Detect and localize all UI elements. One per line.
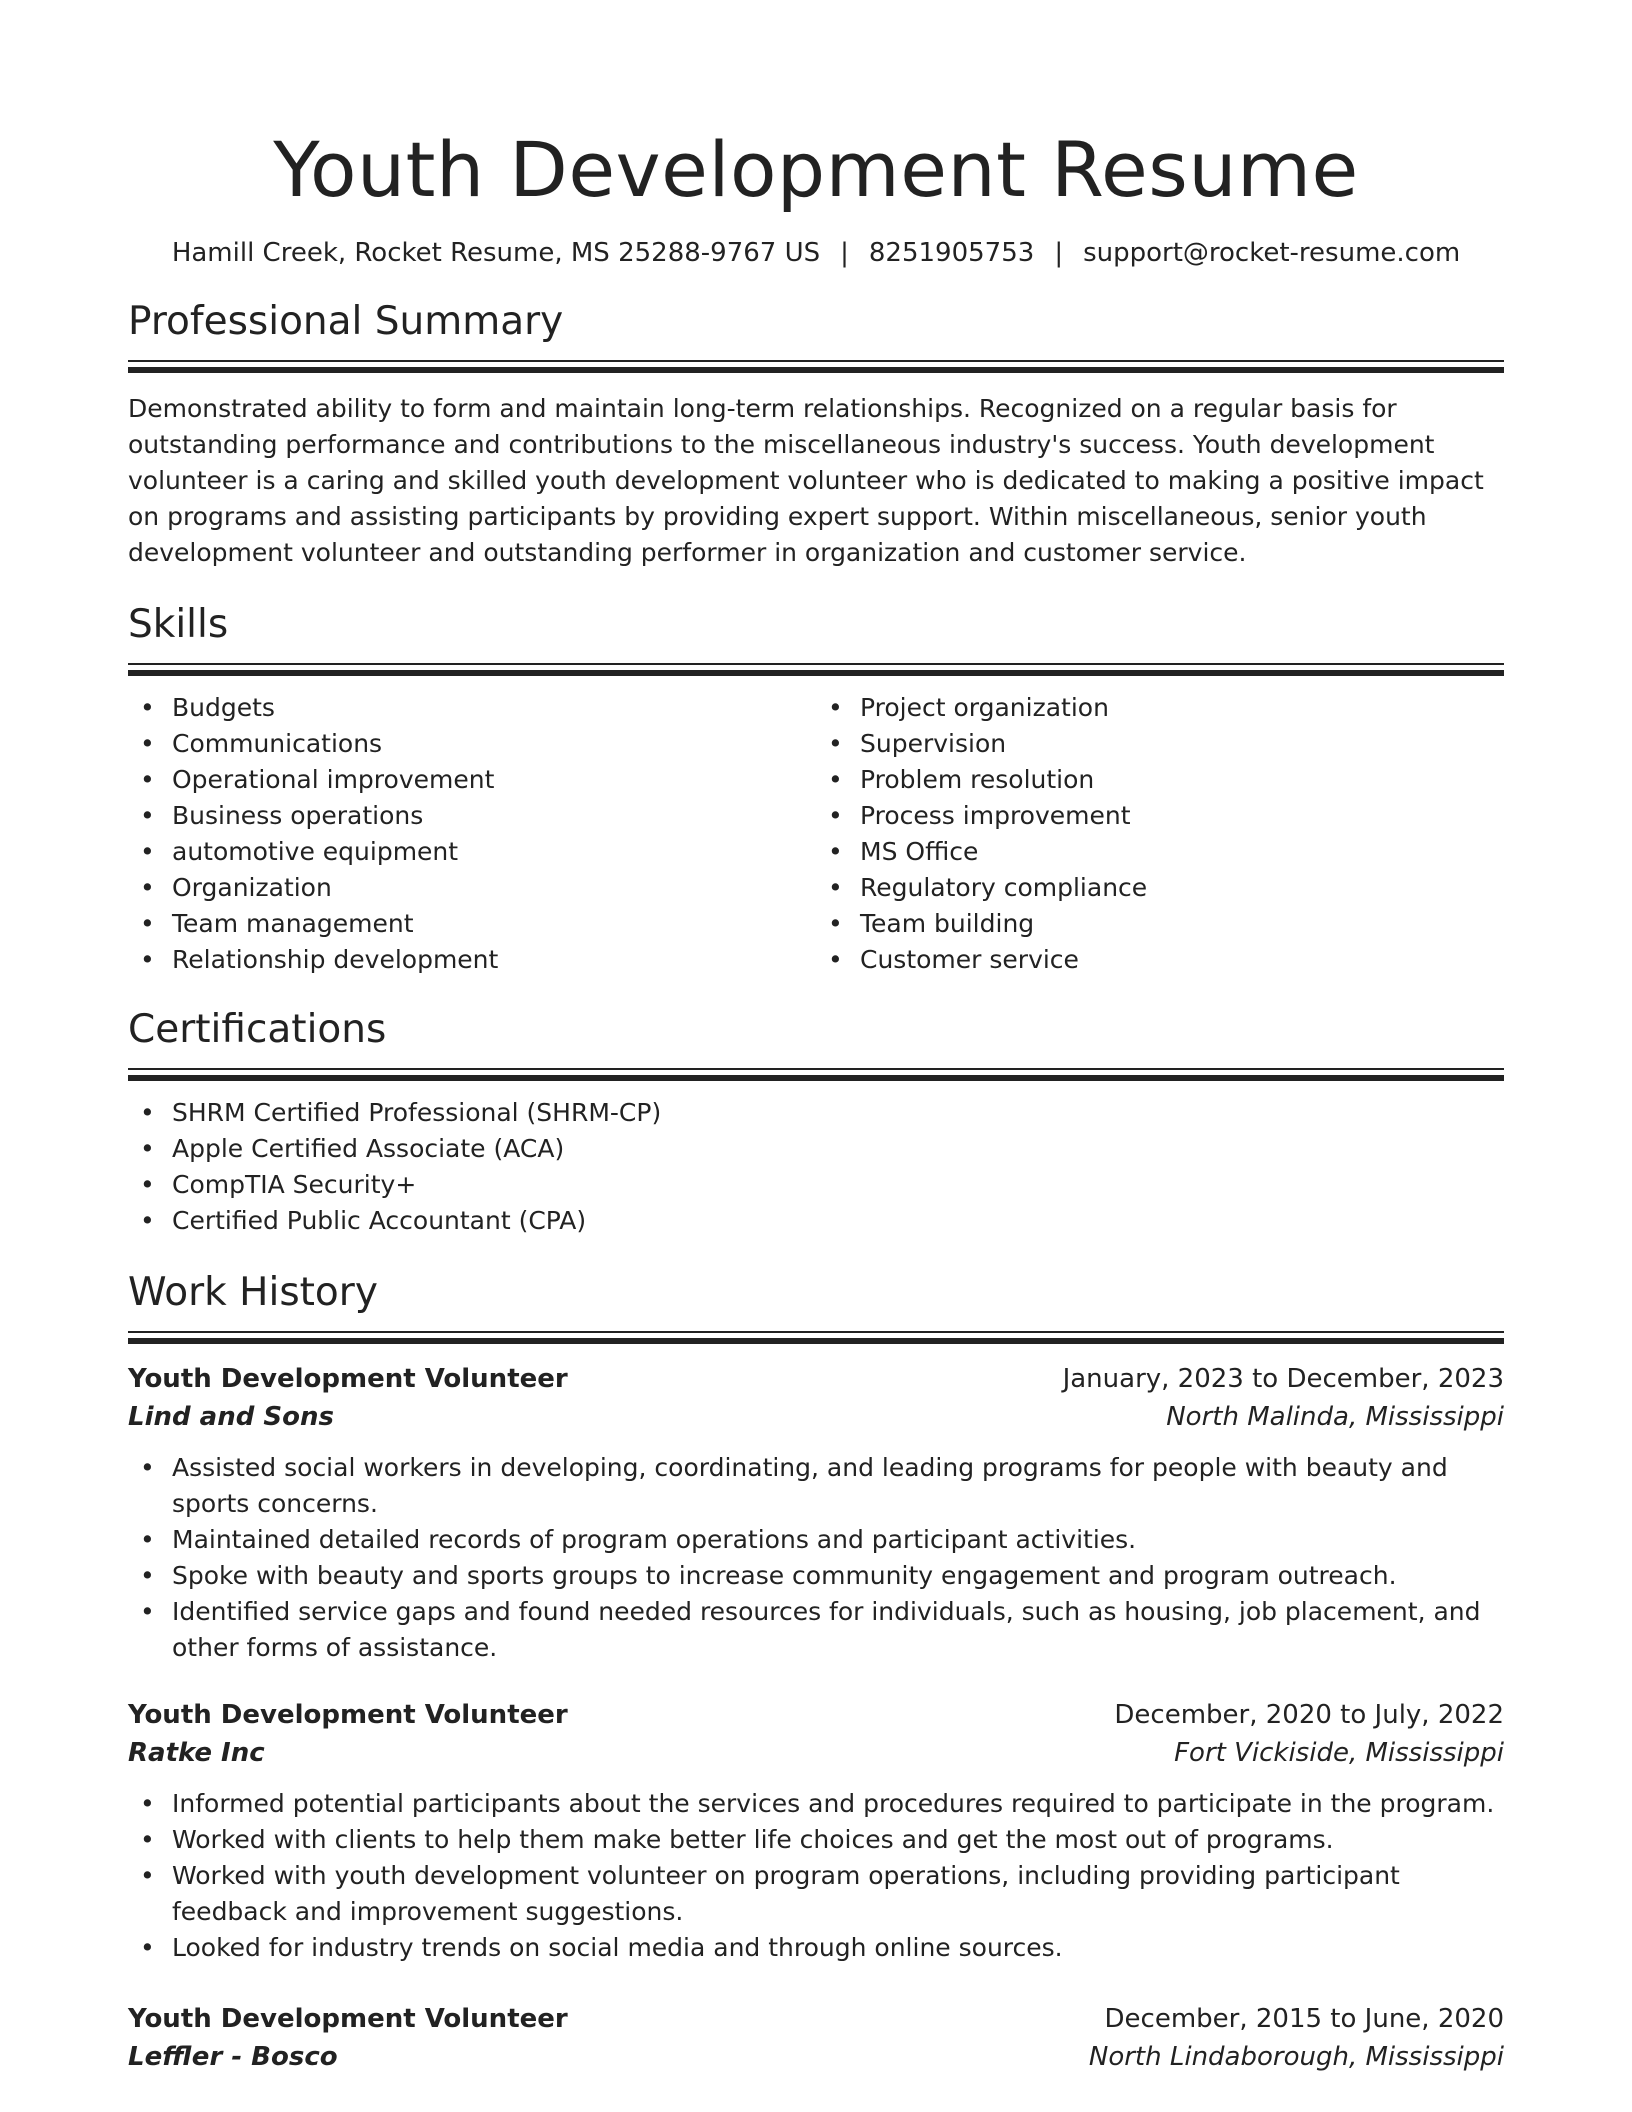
skill-item: • Budgets — [128, 690, 816, 726]
job-dates: December, 2020 to July, 2022 — [1114, 1700, 1504, 1730]
job-subheader — [128, 1398, 1504, 1436]
job-bullet: • Maintained detailed records of program operations and participant activities. — [128, 1522, 1504, 1558]
section-heading: Work History — [128, 1270, 378, 1315]
section-divider — [128, 1068, 1504, 1081]
skill-item: • MS Office — [816, 834, 1504, 870]
job-header — [128, 1360, 1504, 1398]
certification-item: • Certified Public Accountant (CPA) — [128, 1203, 1504, 1239]
contact-address: Hamill Creek, Rocket Resume, MS 25288-9767 US — [171, 238, 821, 268]
skills-columns — [128, 690, 1504, 978]
skill-item: • Supervision — [816, 726, 1504, 762]
job-bullet: • Worked with clients to help them make better life choices and get the most out of programs. — [128, 1822, 1504, 1858]
job-bullet: • Assisted social workers in developing, coordinating, and leading programs for people with beauty and sports concerns. — [128, 1450, 1504, 1522]
job-dates: January, 2023 to December, 2023 — [1062, 1364, 1504, 1394]
section-divider — [128, 1331, 1504, 1344]
job-header — [128, 1696, 1504, 1734]
skill-item: • Regulatory compliance — [816, 870, 1504, 906]
skill-item: • Relationship development — [128, 942, 816, 978]
skill-item: • Project organization — [816, 690, 1504, 726]
job-dates: December, 2015 to June, 2020 — [1104, 2004, 1504, 2034]
skill-item: • automotive equipment — [128, 834, 816, 870]
skill-item: • Communications — [128, 726, 816, 762]
section-heading: Professional Summary — [128, 299, 564, 344]
job-entry — [128, 1696, 1504, 1966]
skill-item: • Operational improvement — [128, 762, 816, 798]
job-location: North Malinda, Mississippi — [1166, 1402, 1504, 1432]
job-bullet: • Looked for industry trends on social media and through online sources. — [128, 1930, 1504, 1966]
job-entry — [128, 1360, 1504, 1666]
job-subheader — [128, 1734, 1504, 1772]
contact-phone: 8251905753 — [868, 238, 1035, 268]
skills-section — [128, 601, 1504, 978]
skill-item: • Customer service — [816, 942, 1504, 978]
page-title: Youth Development Resume — [273, 125, 1359, 214]
job-subheader — [128, 2038, 1504, 2076]
skills-list-left — [128, 690, 816, 978]
job-location: Fort Vickiside, Mississippi — [1174, 1738, 1504, 1768]
job-bullet: • Worked with youth development volunteer on program operations, including providing participant feedback and improvement suggestions. — [128, 1858, 1504, 1930]
contact-email: support@rocket-resume.com — [1083, 238, 1461, 268]
certification-item: • Apple Certified Associate (ACA) — [128, 1131, 1504, 1167]
skill-item: • Process improvement — [816, 798, 1504, 834]
job-bullets — [128, 1450, 1504, 1666]
certification-item: • SHRM Certified Professional (SHRM-CP) — [128, 1095, 1504, 1131]
summary-section — [128, 298, 1504, 571]
section-divider — [128, 360, 1504, 373]
certifications-section — [128, 1006, 1504, 1239]
skill-item: • Team building — [816, 906, 1504, 942]
job-bullets — [128, 1786, 1504, 1966]
job-title: Youth Development Volunteer — [128, 1364, 568, 1394]
contact-separator: | — [840, 238, 849, 268]
job-title: Youth Development Volunteer — [128, 2004, 568, 2034]
skills-list-right — [816, 690, 1504, 978]
job-location: North Lindaborough, Mississippi — [1088, 2042, 1504, 2072]
job-bullet: • Identified service gaps and found needed resources for individuals, such as housing, job placement, and other forms of assistance. — [128, 1594, 1504, 1666]
job-bullet: • Spoke with beauty and sports groups to increase community engagement and program outreach. — [128, 1558, 1504, 1594]
certification-item: • CompTIA Security+ — [128, 1167, 1504, 1203]
section-divider — [128, 663, 1504, 676]
certifications-list — [128, 1095, 1504, 1239]
skill-item: • Organization — [128, 870, 816, 906]
skill-item: • Team management — [128, 906, 816, 942]
section-heading: Certifications — [128, 1007, 387, 1052]
contact-separator: | — [1054, 238, 1064, 268]
job-entry — [128, 2000, 1504, 2076]
work-history-section — [128, 1269, 1504, 2076]
job-company: Lind and Sons — [128, 1402, 334, 1432]
job-title: Youth Development Volunteer — [128, 1700, 568, 1730]
job-bullet: • Informed potential participants about the services and procedures required to participate in the program. — [128, 1786, 1504, 1822]
section-heading: Skills — [128, 602, 229, 647]
skill-item: • Problem resolution — [816, 762, 1504, 798]
skill-item: • Business operations — [128, 798, 816, 834]
contact-line — [128, 238, 1504, 268]
job-company: Ratke Inc — [128, 1738, 265, 1768]
job-header — [128, 2000, 1504, 2038]
summary-text: Demonstrated ability to form and maintain long-term relationships. Recognized on a regular basis for outstanding performance and contributions to the miscellaneous industry's success. Youth development volunteer is a caring and skilled youth development volunteer who is dedicated to making a positive impact on programs and assisting participants by providing expert support. Within miscellaneous, senior youth development volunteer and outstanding performer in organization and customer service. — [128, 394, 1484, 567]
job-company: Leffler - Bosco — [128, 2042, 338, 2072]
